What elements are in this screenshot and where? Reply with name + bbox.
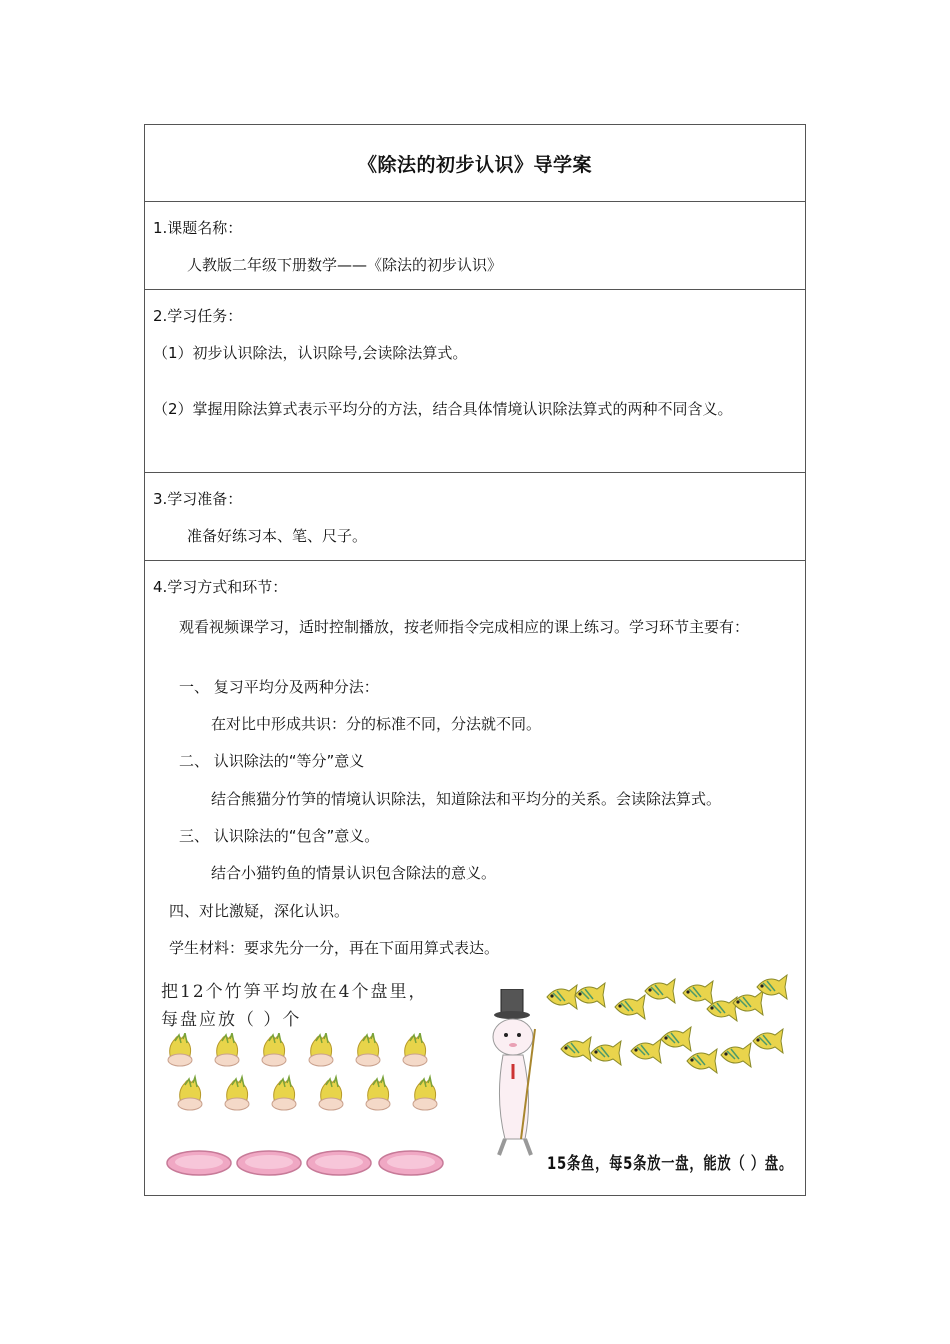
section-preparation-content: 准备好练习本、笔、尺子。 [187,527,368,545]
fish-icon [591,1041,621,1065]
fish-icon [687,1049,717,1073]
worksheet-table [144,124,806,1196]
exercise-illustration [145,971,805,1193]
section-topic [145,201,805,289]
step-3-detail: 结合小猫钓鱼的情景认识包含除法的意义。 [211,864,497,882]
task-item-2: （2）掌握用除法算式表示平均分的方法，结合具体情境认识除法算式的两种不同含义。 [153,400,733,418]
bamboo-shoot-icon [168,1033,192,1066]
plates-group [165,1147,455,1181]
bamboo-shoot-icon [309,1033,333,1066]
plate-icon [167,1151,231,1175]
bamboo-shoot-icon [178,1077,202,1110]
task-item-1: （1）初步认识除法，认识除号,会读除法算式。 [153,344,468,362]
bamboo-problem-line1: 把12个竹笋平均放在4个盘里， [161,982,428,1002]
fish-problem-text: 15条鱼，每5条放一盘，能放（ ）盘。 [547,1154,794,1174]
plate-icon [307,1151,371,1175]
fish-icon [683,981,713,1005]
fish-icon [721,1043,751,1067]
section-methods [145,560,805,1195]
step-1: 一、 复习平均分及两种分法： [179,678,379,696]
section-methods-heading: 4.学习方式和环节： [153,578,288,596]
fish-icon [645,979,675,1003]
step-2: 二、 认识除法的“等分”意义 [179,752,365,770]
section-topic-content: 人教版二年级下册数学——《除法的初步认识》 [187,256,503,274]
bamboo-shoots-group [165,1033,455,1123]
step-1-detail: 在对比中形成共识：分的标准不同，分法就不同。 [211,715,542,733]
bamboo-shoot-icon [319,1077,343,1110]
fish-icon [561,1037,591,1061]
plate-icon [237,1151,301,1175]
bamboo-shoot-icon [403,1033,427,1066]
bamboo-shoot-icon [272,1077,296,1110]
section-preparation-heading: 3.学习准备： [153,490,243,508]
student-material: 学生材料：要求先分一分，再在下面用算式表达。 [169,939,500,957]
step-4: 四、对比激疑，深化认识。 [169,902,350,920]
plate-icon [379,1151,443,1175]
section-topic-heading: 1.课题名称： [153,219,243,237]
fish-icon [753,1029,783,1053]
fish-group [535,973,795,1093]
fish-icon [547,985,577,1009]
fish-icon [575,983,605,1007]
bamboo-problem-line2: 每盘应放（ ）个 [161,1010,302,1030]
fish-icon [615,995,645,1019]
page-title: 《除法的初步认识》导学案 [357,153,592,176]
section-preparation [145,472,805,560]
bamboo-shoot-icon [225,1077,249,1110]
title-row [145,125,805,201]
section-tasks-heading: 2.学习任务： [153,307,243,325]
bamboo-shoot-icon [366,1077,390,1110]
fish-icon [661,1027,691,1051]
bamboo-shoot-icon [215,1033,239,1066]
bamboo-shoot-icon [356,1033,380,1066]
fish-icon [631,1039,661,1063]
step-2-detail: 结合熊猫分竹笋的情境认识除法，知道除法和平均分的关系。会读除法算式。 [211,790,722,808]
step-3: 三、 认识除法的“包含”意义。 [179,827,380,845]
bamboo-shoot-icon [413,1077,437,1110]
fish-icon [733,991,763,1015]
section-tasks [145,289,805,472]
bamboo-shoot-icon [262,1033,286,1066]
section-methods-intro: 观看视频课学习，适时控制播放，按老师指令完成相应的课上练习。学习环节主要有： [179,618,750,636]
